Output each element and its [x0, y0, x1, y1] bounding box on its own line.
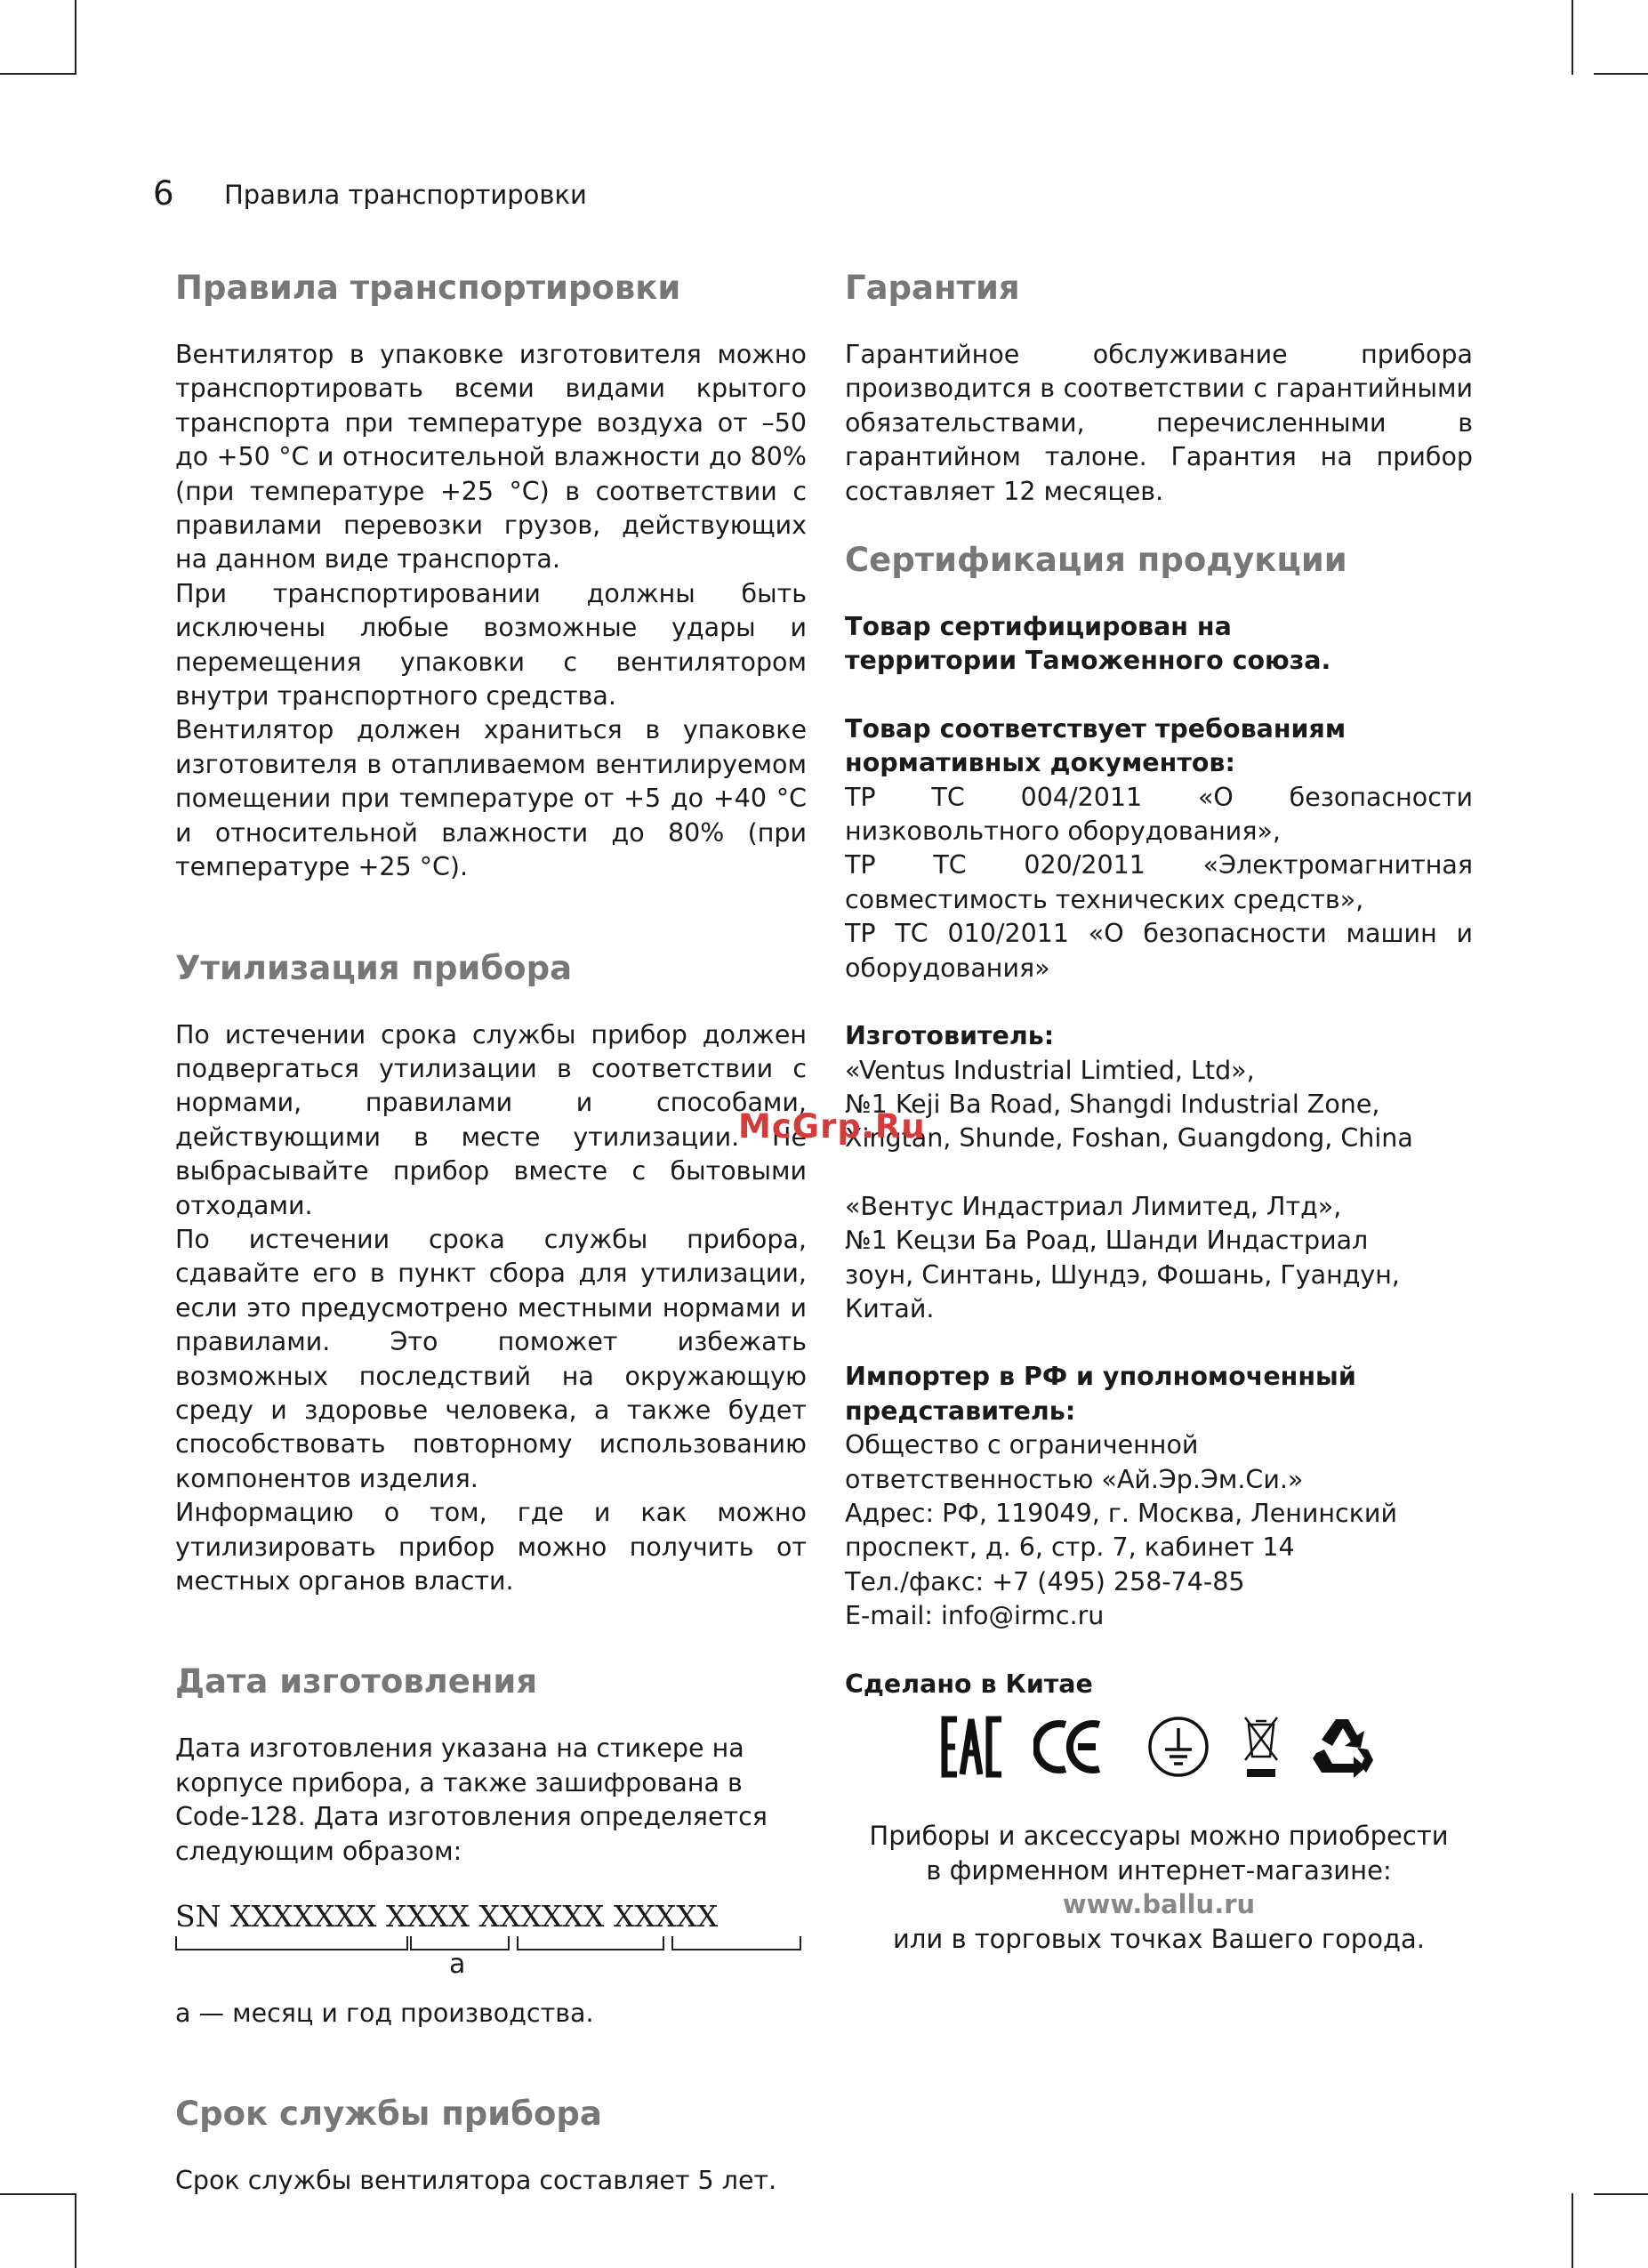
section-heading: Сертификация продукции	[845, 541, 1347, 580]
serial-bracket	[175, 1936, 408, 1950]
eac-mark-icon	[941, 1716, 1005, 1781]
paragraph: По истечении срока службы прибор должен подвергаться утилизации в соответствии с нормами, правилами и способами, действующими в месте утилизации. Не выбрасывайте прибор вместе с бытовыми отходами.	[175, 1019, 807, 1220]
paragraph: №1 Кецзи Ба Роад, Шанди Индастриал зоун, Синтань, Шундэ, Фошань, Гуандун, Китай.	[845, 1226, 1400, 1323]
paragraph: Вентилятор в упаковке изготовителя можно транспортировать всеми видами крытого транспорта при температуре воздуха от –50 до +50 °C и относительной влажности до 80% (при температуре +25 °C) в соответствии с правилами перевозки грузов, действующих на данном виде транспорта.	[175, 340, 807, 575]
ground-icon	[1147, 1716, 1210, 1781]
crop-mark	[0, 73, 75, 75]
certified-statement: Товар сертифицирован на территории Таможенного союза.	[845, 612, 1331, 676]
serial-number: SN XXXXXXX XXXX XXXXXX XXXXX	[175, 1899, 719, 1934]
left-column	[175, 267, 807, 2199]
paragraph: Срок службы вентилятора составляет 5 лет.	[175, 2166, 777, 2196]
paragraph: «Вентус Индастриал Лимитед, Лтд»,	[845, 1191, 1342, 1221]
serial-bracket	[517, 1936, 664, 1950]
paragraph: №1 Keji Ba Road, Shangdi Industrial Zone, Xingtan, Shunde, Foshan, Guangdong, China	[845, 1089, 1413, 1154]
certification-section	[845, 539, 1473, 1701]
serial-number-diagram	[175, 1899, 807, 1984]
watermark: McGrp.Ru	[738, 1107, 926, 1146]
shop-url-link[interactable]: www.ballu.ru	[1062, 1889, 1256, 1919]
weee-bin-icon	[1240, 1712, 1282, 1785]
page-number: 6	[153, 174, 174, 213]
paragraph: Общество с ограниченной ответственностью «Ай.Эр.Эм.Си.»	[845, 1430, 1304, 1494]
section-heading: Правила транспортировки	[175, 269, 681, 307]
paragraph: Информацию о том, где и как можно утилизировать прибор можно получить от местных органов власти.	[175, 1498, 807, 1596]
paragraph: «Ventus Industrial Limtied, Ltd»,	[845, 1055, 1255, 1085]
paragraph: ТР ТС 010/2011 «О безопасности машин и оборудования»	[845, 919, 1473, 983]
recycle-icon	[1309, 1714, 1375, 1783]
crop-mark	[75, 0, 76, 75]
disposal-section	[175, 947, 807, 1599]
paragraph: Тел./факс: +7 (495) 258-74-85	[845, 1566, 1245, 1596]
shop-line: Приборы и аксессуары можно приобрести	[869, 1821, 1449, 1851]
crop-mark	[0, 2193, 75, 2195]
crop-mark	[75, 2193, 76, 2268]
serial-label: а	[449, 1949, 466, 1981]
paragraph: Гарантийное обслуживание прибора производится в соответствии с гарантийными обязательствами, перечисленными в гарантийном талоне. Гарантия на прибор составляет 12 месяцев.	[845, 340, 1473, 506]
section-heading: Гарантия	[845, 269, 1020, 307]
manufacture-date-section	[175, 1661, 807, 2031]
shop-line: или в торговых точках Вашего города.	[893, 1923, 1425, 1954]
paragraph: Дата изготовления указана на стикере на корпусе прибора, а также зашифрована в Code-128. Дата изготовления определяется следующим образом:	[175, 1733, 768, 1866]
shop-line: в фирменном интернет-магазине:	[926, 1854, 1392, 1886]
section-heading: Дата изготовления	[175, 1662, 538, 1701]
certification-marks	[941, 1712, 1386, 1783]
right-column	[845, 267, 1473, 1701]
serial-bracket	[671, 1936, 801, 1950]
crop-mark	[1594, 2193, 1648, 2195]
importer-label: Импортер в РФ и уполномоченный представитель:	[845, 1362, 1356, 1426]
paragraph: а — месяц и год производства.	[175, 1999, 594, 2029]
paragraph: По истечении срока службы прибора, сдавайте его в пункт сбора для утилизации, если это предусмотрено местными нормами и правилами. Это поможет избежать возможных последствий на окружающую среду и здоровье человека, а также будет способствовать повторному использованию компонентов изделия.	[175, 1224, 807, 1493]
running-title: Правила транспортировки	[224, 180, 587, 210]
service-life-section	[175, 2093, 807, 2198]
crop-mark	[1572, 2193, 1573, 2268]
compliance-statement: Товар соответствует требованиям нормативных документов:	[845, 713, 1347, 778]
section-heading: Утилизация прибора	[175, 948, 573, 987]
ce-mark-icon	[1033, 1717, 1103, 1780]
paragraph: Вентилятор должен храниться в упаковке изготовителя в отапливаемом вентилируемом помещении при температуре от +5 до +40 °C и относительной влажности до 80% (при температуре +25 °C).	[175, 715, 807, 882]
paragraph: E-mail: info@irmc.ru	[845, 1601, 1105, 1631]
manufacturer-label: Изготовитель:	[845, 1021, 1055, 1051]
section-heading: Срок службы прибора	[175, 2095, 602, 2134]
crop-mark	[1594, 73, 1648, 75]
crop-mark	[1572, 0, 1573, 75]
paragraph: При транспортировании должны быть исключены любые возможные удары и перемещения упаковки с вентилятором внутри транспортного средства.	[175, 578, 807, 712]
paragraph: ТР ТС 004/2011 «О безопасности низковольтного оборудования»,	[845, 782, 1473, 847]
paragraph: ТР ТС 020/2011 «Электромагнитная совместимость технических средств»,	[845, 850, 1473, 914]
made-in-label: Сделано в Китае	[845, 1669, 1093, 1699]
transport-section	[175, 267, 807, 885]
warranty-section	[845, 267, 1473, 509]
paragraph: Адрес: РФ, 119049, г. Москва, Ленинский проспект, д. 6, стр. 7, кабинет 14	[845, 1498, 1397, 1563]
shop-note	[845, 1819, 1473, 1956]
